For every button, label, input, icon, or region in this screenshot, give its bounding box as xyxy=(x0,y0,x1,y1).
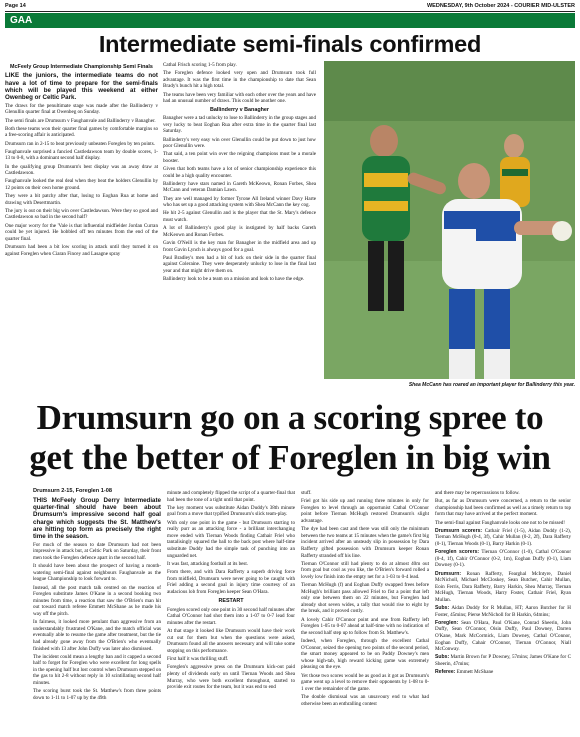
paragraph: It was fast, attacking football at its best. xyxy=(167,560,249,567)
players-illustration xyxy=(324,61,575,379)
team-info xyxy=(435,605,571,618)
paragraph: They were a bit patchy after that, losing to Eoghan Rua at home and drawing with Desertmartin. xyxy=(5,193,158,206)
paragraph: First half it was thrilling stuff. xyxy=(167,656,229,663)
photo-caption: Shea McCann has roared an important player for Ballinderry this year. xyxy=(408,382,575,388)
team-info-text: Tiernan O'Connor (1-0), Cathal O'Connor (0-4, 1f), Cahir O'Connor (0-2, 1m), Eoghan Duffy (0-1), Liam Downey (0-1). xyxy=(435,549,572,569)
paragraph: Paul Bradley's men had a bit of luck on their side in the quarter final against Coleraine. They were desperately unlucky to lose in the final last year and that might drive them on. xyxy=(163,254,316,274)
paragraph: They are well managed by former Tyrone All Ireland winner Davy Harte who has set up a good attacking system with Shea McCann the key cog. xyxy=(163,195,316,209)
paragraph: Faughanvale looked the real deal when they beat the holders Glenullin by 12 points on their own home ground. xyxy=(5,178,158,191)
second-headline-line-1: Drumsurn go on a scoring spree to xyxy=(36,398,544,437)
paragraph: The draws for the penultimate stage was made after the Ballinderry v Glenullin quarter final at Owenbeg on Sunday. xyxy=(5,102,158,116)
paragraph: The semi-final against Faughanvale looks one not to be missed! xyxy=(435,519,566,526)
paragraph: The jury is out on their big win over Castledawson. Were they so good and Castledawson so bad in the second half? xyxy=(5,207,158,221)
team-info xyxy=(435,669,571,676)
paragraph: Ballinderry's very easy win over Glenullin could be put down to just how poor Glenullin were. xyxy=(163,136,316,150)
team-info-label: Foreglen scorers: xyxy=(435,549,480,556)
paragraph: He hit 2-5 against Glenullin and is the player that the St. Mary's defence must watch. xyxy=(163,210,316,224)
paragraph: The dye had been cast and there was still only the minimum between the two teams at 15 minutes when the game's first big incident arrived after an unsteady slip in possession by Dara Rafferty gifted possession with Drumsurn keeper Ronan Rafferty stranded off his line. xyxy=(301,526,429,559)
article2-column-4 xyxy=(435,490,571,677)
article1-lead: LIKE the juniors, the intermediate teams do not have a lot of time to prepare for the semi-finals which will be played this weekend at either Owenbeg or Celtic Park. xyxy=(5,72,158,102)
page-header xyxy=(5,2,575,12)
section-banner: GAA xyxy=(5,13,575,28)
paragraph: Foreglen scored only one point in 30 second half minutes after Cathal O'Connor had shot them into a 1-07 to 0-7 lead four minutes after the restart. xyxy=(167,606,295,627)
paragraph: Gavin O'Neill is the key man for Banagher in the midfield area and up front Gavin Lynch is always good for a goal. xyxy=(163,240,316,253)
page-number: Page 14 xyxy=(5,3,26,9)
team-info xyxy=(435,528,571,548)
paragraph: Friel got his side up and running three minutes in only for Foreglen to level through an opportunist Cathal O'Connor point before Tiernan McHugh restored Drumsurn's slight advantage. xyxy=(301,498,429,524)
team-info-text: Emmett McShane xyxy=(456,669,494,676)
team-info xyxy=(435,549,571,569)
team-info-label: Drumsurn scorers: xyxy=(435,527,483,534)
paragraph: Instead, all the post match talk centred on the reaction of Foreglen substitute James O'Kane in a second booking two minutes from time, a reaction that saw the O'Brien's man hit out toward match referee Emmett McShane as he made his way off the pitch. xyxy=(33,584,161,617)
paragraph: Ballinderry have stars named in Gareth McKeown, Ronan Forbes, Shea McCann and veteran Damian Lawn. xyxy=(163,180,316,194)
team-info-text: Cathair Friel (1-5), Aidan Duddy (1-2), Tiernan McHugh (0-4, 3f), Cahir Mullan (0-2, 2f), Dara Rafferty (0-1), Tiernan Woods (0-1), Barry Harkin (0-1). xyxy=(435,527,572,547)
paragraph: In the qualifying group Drumsurn's best display was an away draw at Castledawson. xyxy=(5,163,158,177)
paragraph: Ballinderry look to be a team on a mission and look to have the edge. xyxy=(163,276,305,283)
paragraph: One major worry for the 'Vale is that influential midfielder Jordan Curran could be yet injured. He hobbled off ten minutes from the end of the quarter final. xyxy=(5,222,158,242)
article2-column-1 xyxy=(33,497,161,703)
paragraph: Foreglen's aggressive press on the Drumsurn kick-out paid plenty of dividends early on until Tiernan Woods and Shea Murray, who were both excellent throughout, started to provide exit routes for the team, but it was end to end xyxy=(167,664,295,691)
paragraph: For much of the season to date Drumsurn had not been impressive in attack but, at Celtic Park on Saturday, their front men took the Foreglen defence apart in the second half. xyxy=(33,541,161,561)
team-info-text: Ronan Rafferty, Fearghal McIntyre, Daniel McNicholl, Michael McCloskey, Sean Butcher, Cahir Mullan, Eoin Ferris, Dara Rafferty, Barry Harkin, Shea Murray, Tiernan McHugh, Tiernan Woods, Harry Foster, Cathair Friel, Ryan Mullan. xyxy=(435,570,571,603)
paragraph: The key moment was substitute Aidan Duddy's 38th minute goal from a move that typified Drumsurn's slick team-play. xyxy=(167,504,295,518)
paragraph: Drumsurn had been a bit low scoring in attack until they turned it on against Foreglen when Ciaran Fincey and Lasagne spray xyxy=(5,244,158,257)
paragraph: The double dismissal was an unsavoury end to what had otherwise been an enthralling contest xyxy=(301,693,429,707)
match-photo xyxy=(324,61,575,379)
team-info-text: Aidan Duddy for R Mullan, HT; Aaron Butcher for H Foster, 45mins; Pierse McNicholl for B Harkin, 64mins; xyxy=(435,605,571,618)
paragraph: Tiernan McHugh (f) and Eoghan Duffy swapped frees before McHugh's brilliant pass allowed Friel to fist a point that left only one between them on 22 minutes, but Foreglen had already shot seven wides, a tally that would rise to eight by the break, and it proved costly. xyxy=(301,582,429,615)
team-info xyxy=(435,654,571,667)
paragraph: A lot of Ballinderry's good play is instigated by half backs Gareth McKeown and Ronan Forbes. xyxy=(163,225,316,238)
paragraph: minute and completely flipped the script of a quarter-final that had been the tone of a tight until that point. xyxy=(167,490,295,503)
paragraph: Indeed, when Foreglen, through the excellent Cathal O'Connor, seized the opening two points of the second period, the smart money appeared to be on Paddy Downey's men whose high-tab, high reward kicking game was extremely pleasing on the eye. xyxy=(301,638,429,671)
article1-column-2 xyxy=(163,62,316,284)
paragraph: The teams have been very familiar with each other over the years and have had an unusual number of draws. This could be another one. xyxy=(163,91,316,105)
paragraph: Faughanvale surprised a fancied Castledawson team by double scores, 1-13 to 0-8, with a dominant second half display. xyxy=(5,148,158,162)
team-info-label: Referee: xyxy=(435,669,456,676)
team-info xyxy=(435,571,571,604)
paragraph: From there, and with Dara Rafferty a superb driving force from midfield, Drumsurn were never going to be caught with Friel adding a second goal in injury time courtesy of an audacious lob from Foreglen keeper Sean O'Hara. xyxy=(167,568,295,595)
paragraph: Cathal Frisch scoring 1-5 from play. xyxy=(163,62,237,68)
paragraph: Yet those two scores would be as good as it got as Drumsurn's game went up a level to remove their opponents by 1-08 to 0-1 over the remainder of the game. xyxy=(301,672,429,692)
article1-column-1 xyxy=(5,62,158,259)
paragraph: At that stage it looked like Drumsurn would have their work cut out for them but when the questions were asked, Drumsurn found all the answers necessary and will take some stopping on this performance. xyxy=(167,628,295,655)
article1-subhead: Ballinderry v Banagher xyxy=(209,106,270,113)
team-info-label: Subs: xyxy=(435,605,450,612)
team-info-text: Sean O'Hara, Paul O'Kane, Conrad Sheerin, John Duffy, Sean O'Connor, Oisin Duffy, Paul Downey, Darren O'Kane, Mark McCormick, Liam Downey, Cathal O'Connor, Eoghan Duffy, Cahair O'Connor, Tiernan O'Connor, Niall McConway. xyxy=(435,619,571,653)
article2-subhead: RESTART xyxy=(218,598,244,605)
paragraph: A lovely Cahir O'Connor point and one from Rafferty left Foreglen 1-05 to 0-07 ahead at half-time with no indication of the second half step up to follow from St. Matthew's. xyxy=(301,616,429,636)
main-headline: Intermediate semi-finals confirmed xyxy=(98,31,482,57)
paragraph: The scoring burst took the St. Matthew's from three points down to 1-11 to 1-07 up by the 49th xyxy=(33,688,161,701)
paragraph: Tiernan O'Connor still had plenty to do at almost 40m out from goal but cool as you like, the O'Brien's forward rolled a lovely low finish into the empty net for a 1-03 to 0-4 lead. xyxy=(301,560,429,580)
paragraph: and there may be repercussions to follow. xyxy=(435,490,520,496)
team-info xyxy=(435,620,571,653)
team-info-text: Martin Brown for P Downey, 57mins; James O'Kane for C Sheerin, 47mins; xyxy=(435,654,571,667)
second-headline-line-2: get the better of Foreglen in big win xyxy=(29,438,551,477)
second-headline xyxy=(5,398,575,482)
article1-kicker: McFeely Group Intermediate Championship Semi Finals xyxy=(10,64,153,70)
team-info-label: Drumsurn: xyxy=(435,570,462,577)
paragraph: The incident could mean a lengthy ban and it capped a second half to forget for Foreglen who were excellent for long spells in the opening half but lost control when Drumsurn stepped on the gas to hit 2-8 without reply in 10 scintillating second half minutes. xyxy=(33,653,161,687)
team-info-label: Foreglen: xyxy=(435,619,459,626)
paragraph: That said, a ten point win over the reigning champions must be a morale booster. xyxy=(163,151,316,164)
issue-date: WEDNESDAY, 9th October 2024 - COURIER MID-ULSTER xyxy=(426,3,575,9)
paragraph: The Foreglen defence looked very open and Drumsurn took full advantage. It was the first time in the championship to date that Sean Brady's bunch hit a high total. xyxy=(163,70,316,90)
paragraph: stuff. xyxy=(301,490,312,496)
paragraph: Given that both teams have a lot of senior championship experience this could be a high quality encounter. xyxy=(163,166,316,179)
paragraph: With only one point in the game - but Drumsurn starting to really purr as an attacking force - a brilliant interchanging move ended with Tiernan Woods finding Cathair Friel who tantalisingly squared the ball to the back post where half-time substitute Duddy had the simple task of punching into an unguarded net. xyxy=(167,519,295,559)
team-info-label: Subs: xyxy=(435,654,450,661)
paragraph: Banagher were a tad unlucky to lose to Ballinderry in the group stages and very lucky to beat Eoghan Rua after extra time in the quarter final last Saturday. xyxy=(163,115,316,135)
paragraph: Drumsurn ran in 2-15 to beat previously unbeaten Foreglen by ten points. xyxy=(5,140,155,147)
article2-column-3 xyxy=(301,490,429,709)
paragraph: But, as far as Drumsurn were concerned, a return to the senior championship had been confirmed as well as a timely return to top form that may have arrived at the perfect moment. xyxy=(435,498,571,518)
paragraph: The semi finals are Drumsurn v Faughanvale and Ballinderry v Banagher. xyxy=(5,117,156,124)
paragraph: It should have been about the prospect of having a month-watering semi-final against neighbours Faughanvale as the league Championship to look forward to. xyxy=(33,563,161,583)
article2-column-2 xyxy=(167,490,295,692)
paragraph: THIS McFeely Group Derry Intermediate quarter-final should have been about Drumsurn's impressive second half goal charge which suggests the St. Matthew's are hitting top form as precisely the right time in the season. xyxy=(33,497,161,541)
paragraph: In fairness, it looked more petulant than aggressive from an understandably frustrated O'Kane, and the match official was eventually able to resume the game after treatment, but the tie had already gone away from the O'Brien's who eventually finished with 13 after John Duffy was later also dismissed. xyxy=(33,619,161,652)
paragraph: Both these teams won their quarter final games by comfortable margins so a free-scoring affair is anticipated. xyxy=(5,125,158,139)
scoreline: Drumsurn 2-15, Foreglen 1-08 xyxy=(33,488,112,494)
